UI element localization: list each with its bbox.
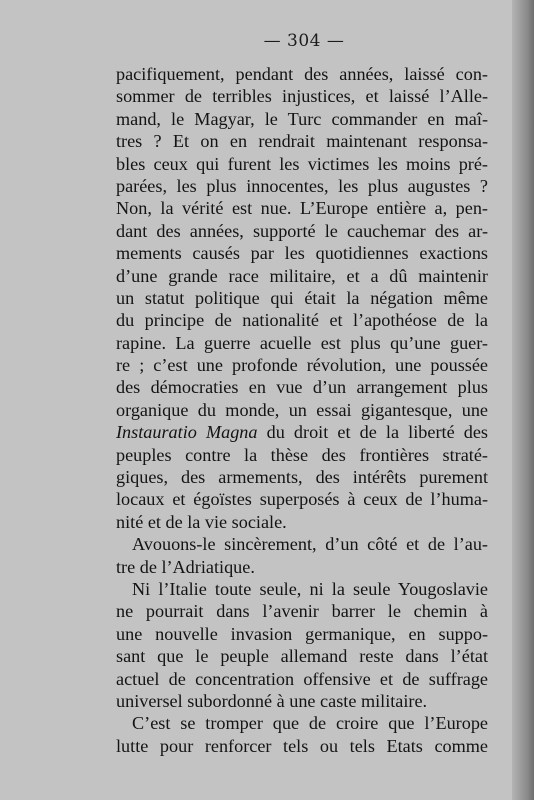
- text-line: bles ceux qui furent les victimes les moins pré-: [116, 153, 488, 174]
- text-line: parées, les plus innocentes, les plus augustes ?: [116, 175, 488, 196]
- text-line: giques, des armements, des intérêts purement: [116, 467, 488, 488]
- text-line: Non, la vérité est nue. L’Europe entière a, pen-: [116, 198, 488, 219]
- text-line: Ni l’Italie toute seule, ni la seule Yougoslavie: [132, 578, 488, 599]
- text-line: rapine. La guerre acuelle est plus qu’une guer-: [116, 332, 488, 353]
- page-number: — 304 —: [263, 31, 345, 51]
- text-line: dant des années, supporté le cauchemar des ar-: [116, 220, 488, 241]
- text-line: organique du monde, un essai gigantesque, une: [116, 399, 488, 420]
- text-line: locaux et égoïstes superposés à ceux de l’huma-: [116, 489, 488, 510]
- body-text: [116, 63, 488, 757]
- text-line: lutte pour renforcer tels ou tels Etats comme: [116, 735, 488, 756]
- text-line: sant que le peuple allemand reste dans l’état: [116, 646, 488, 667]
- line-continuation: du droit et de la liberté des: [257, 422, 489, 443]
- text-line: pacifiquement, pendant des années, laissé con-: [116, 64, 488, 84]
- text-line: une nouvelle invasion germanique, en suppo-: [116, 623, 488, 644]
- text-line: ne pourrait dans l’avenir barrer le chemin à: [116, 601, 488, 622]
- text-line: un statut politique qui était la négation même: [116, 287, 488, 308]
- text-line: universel subordonné à une caste militaire.: [116, 690, 428, 711]
- text-line: tres ? Et on en rendrait maintenant responsa-: [116, 131, 488, 152]
- text-line: des démocraties en vue d’un arrangement plus: [116, 377, 488, 398]
- text-line: nité et de la vie sociale.: [116, 511, 287, 532]
- text-line: sommer de terribles injustices, et laissé l’Alle-: [116, 86, 488, 107]
- italic-phrase: Instauratio Magna: [116, 422, 258, 443]
- text-line: mand, le Magyar, le Turc commander en maî-: [116, 108, 488, 129]
- text-line: Avouons-le sincèrement, d’un côté et de l’au-: [132, 534, 488, 555]
- text-line: d’une grande race militaire, et a dû maintenir: [116, 265, 488, 286]
- text-line-italic-phrase: [116, 421, 488, 443]
- page-edge-shadow: [512, 0, 534, 800]
- text-line: re ; c’est une profonde révolution, une poussée: [116, 355, 488, 376]
- text-line: du principe de nationalité et l’apothéose de la: [116, 310, 488, 331]
- text-line: mements causés par les quotidiennes exactions: [116, 243, 488, 264]
- text-line: actuel de concentration offensive et de suffrage: [116, 668, 488, 689]
- text-line: C’est se tromper que de croire que l’Europe: [132, 713, 488, 734]
- text-line: peuples contre la thèse des frontières straté-: [116, 444, 488, 465]
- text-line: tre de l’Adriatique.: [116, 556, 255, 577]
